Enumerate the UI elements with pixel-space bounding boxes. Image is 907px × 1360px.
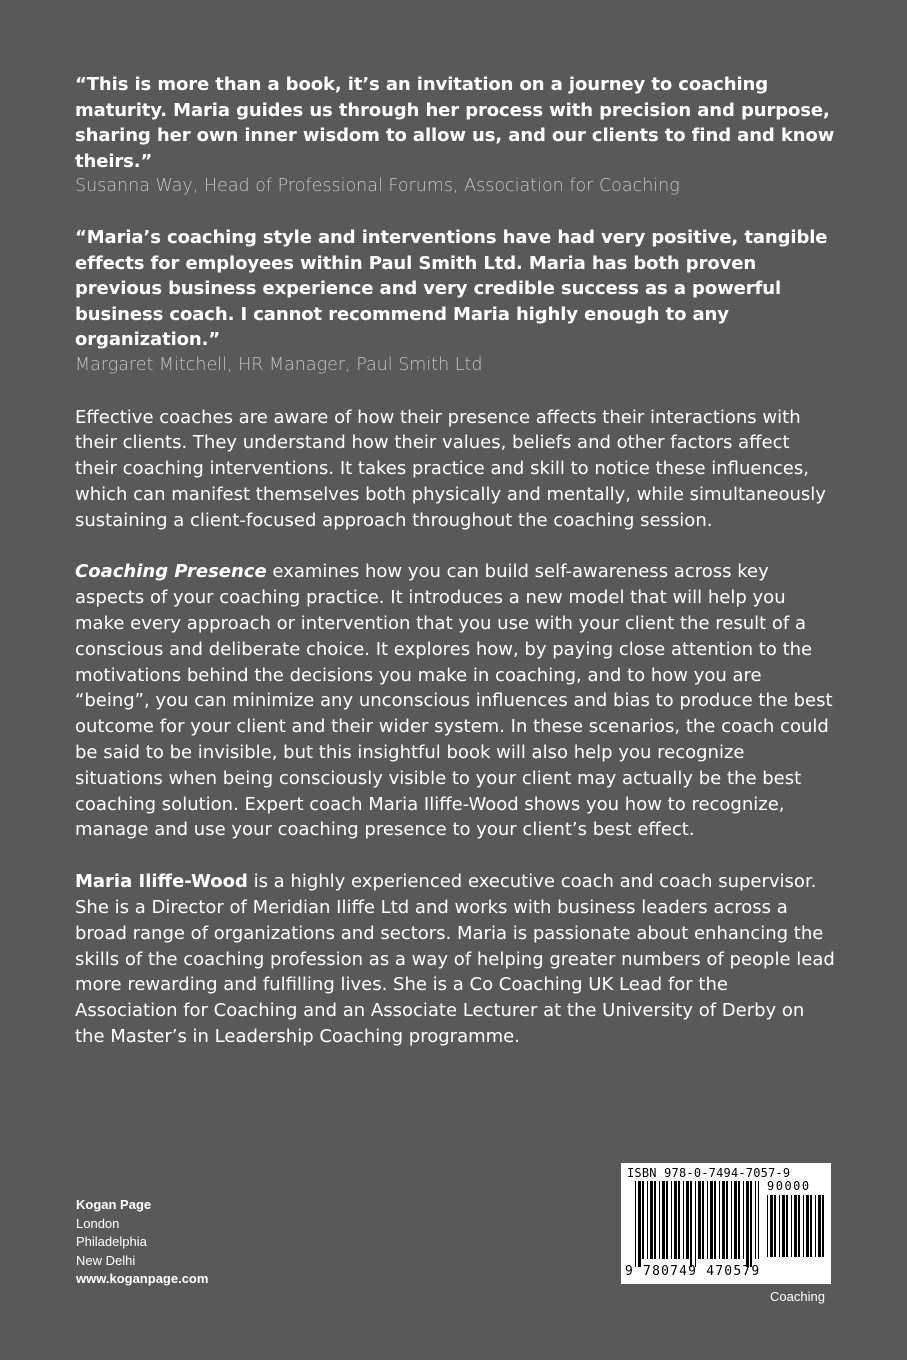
book-title: Coaching Presence	[75, 561, 267, 583]
testimonial-quote: “Maria’s coaching style and interventions have had very positive, tangible effects for employees within Paul Smith Ltd. Maria has both proven previous business experience and very credible success as a powerful business coach. I cannot recommend Maria highly enough to any organization.”	[75, 227, 828, 350]
barcode-bar	[710, 1181, 713, 1259]
ean-digits: 9 780749 470579	[625, 1264, 761, 1279]
back-cover-content	[75, 72, 835, 1050]
barcode-bar	[798, 1195, 800, 1257]
barcode-bar	[779, 1195, 780, 1257]
barcode-bar	[794, 1195, 797, 1257]
publisher-website: www.koganpage.com	[76, 1271, 209, 1286]
barcode-bar	[738, 1181, 740, 1259]
barcode-bar	[659, 1181, 660, 1259]
publisher-name: Kogan Page	[76, 1197, 152, 1212]
author-name: Maria Iliffe-Wood	[75, 871, 248, 893]
barcode-addon-bars	[767, 1195, 825, 1265]
barcode-bar	[750, 1181, 752, 1267]
testimonial-2	[75, 225, 835, 378]
barcode-bar	[690, 1181, 692, 1267]
barcode-bar	[726, 1181, 728, 1259]
price-code: 90000	[767, 1179, 811, 1193]
barcode-bar	[822, 1195, 824, 1257]
barcode-bar	[782, 1195, 785, 1257]
testimonial-1	[75, 72, 835, 199]
barcode-bar	[791, 1195, 792, 1257]
barcode-bar	[647, 1181, 648, 1259]
barcode-bar	[734, 1181, 737, 1259]
isbn-barcode	[621, 1163, 831, 1284]
barcode-bar	[743, 1181, 744, 1259]
barcode-bar	[719, 1181, 720, 1259]
barcode-bar	[806, 1195, 809, 1257]
barcode-bar	[662, 1181, 665, 1259]
author-bio	[75, 869, 835, 1050]
barcode-bar	[695, 1181, 696, 1267]
barcode-bar	[758, 1181, 759, 1259]
testimonial-attribution: Margaret Mitchell, HR Manager, Paul Smith Ltd	[75, 354, 483, 375]
barcode-bar	[767, 1195, 768, 1257]
publisher-city: New Delhi	[76, 1252, 136, 1268]
barcode-bar	[803, 1195, 804, 1257]
publisher-block	[76, 1196, 208, 1289]
barcode-bar	[770, 1195, 773, 1257]
description-paragraph-2-text: examines how you can build self-awareness across key aspects of your coaching practice. It introduces a new model that will help you make every approach or intervention that you use with your client the result of a conscious and deliberate choice. It explores how, by paying close attention to the motivations behind the decisions you make in coaching, and to how you are “being”, you can minimize any unconscious influences and bias to produce the best outcome for your client and their wider system. In these scenarios, the coach could be said to be invisible, but this insightful book will also help you recognize situations when being consciously visible to your client may actually be the best coaching solution. Expert coach Maria Iliffe-Wood shows you how to recognize, manage and use your coaching presence to your client’s best effect.	[75, 561, 833, 841]
barcode-bar	[707, 1181, 708, 1259]
isbn-label: ISBN 978-0-7494-7057-9	[627, 1166, 791, 1180]
barcode-bar	[642, 1181, 644, 1259]
barcode-bar	[678, 1181, 680, 1259]
barcode-bar	[635, 1181, 636, 1267]
barcode-bar	[815, 1195, 816, 1257]
publisher-city: Philadelphia	[76, 1234, 147, 1249]
barcode-bar	[674, 1181, 677, 1259]
description-paragraph-1: Effective coaches are aware of how their presence affects their interactions with their clients. They understand how their values, beliefs and other factors affect their coaching interventions. It takes practice and skill to notice these influences, which can manifest themselves both physically and mentally, while simultaneously sustaining a client-focused approach throughout the coaching session.	[75, 406, 826, 531]
barcode-bar	[702, 1181, 704, 1259]
barcode-bar	[810, 1195, 812, 1257]
testimonial-attribution: Susanna Way, Head of Professional Forums, Association for Coaching	[75, 176, 680, 196]
barcode-bar	[722, 1181, 725, 1259]
barcode-bar	[755, 1181, 756, 1259]
author-bio-text: is a highly experienced executive coach and coach supervisor. She is a Director of Meridian Iliffe Ltd and works with business leaders across a broad range of organizations and sectors. Maria is passionate about enhancing the skills of the coaching profession as a way of helping greater numbers of people lead more rewarding and fulfilling lives. She is a Co Coaching UK Lead for the Association for Coaching and an Associate Lecturer at the University of Derby on the Master’s in Leadership Coaching programme.	[75, 871, 835, 1048]
testimonial-quote: “This is more than a book, it’s an invitation on a journey to coaching maturity. Maria guides us through her process with precision and purpose, sharing her own inner wisdom to allow us, and our clients to find and know theirs.”	[75, 74, 835, 172]
publisher-city: London	[76, 1215, 120, 1231]
barcode-bar	[698, 1181, 701, 1259]
barcode-bar	[654, 1181, 656, 1259]
barcode-bar	[774, 1195, 776, 1257]
barcode-bar	[650, 1181, 653, 1259]
barcode-bar	[746, 1181, 749, 1267]
barcode-bar	[686, 1181, 689, 1259]
barcode-bar	[671, 1181, 672, 1259]
barcode-bar	[731, 1181, 732, 1259]
barcode-bar	[786, 1195, 788, 1257]
barcode-bar	[666, 1181, 668, 1259]
book-category: Coaching	[770, 1289, 825, 1304]
barcode-bar	[683, 1181, 684, 1259]
barcode-bar	[714, 1181, 716, 1259]
barcode-bar	[818, 1195, 821, 1257]
description-paragraph-2	[75, 559, 835, 843]
barcode-bar	[638, 1181, 641, 1267]
barcode-main-bars	[635, 1181, 759, 1267]
